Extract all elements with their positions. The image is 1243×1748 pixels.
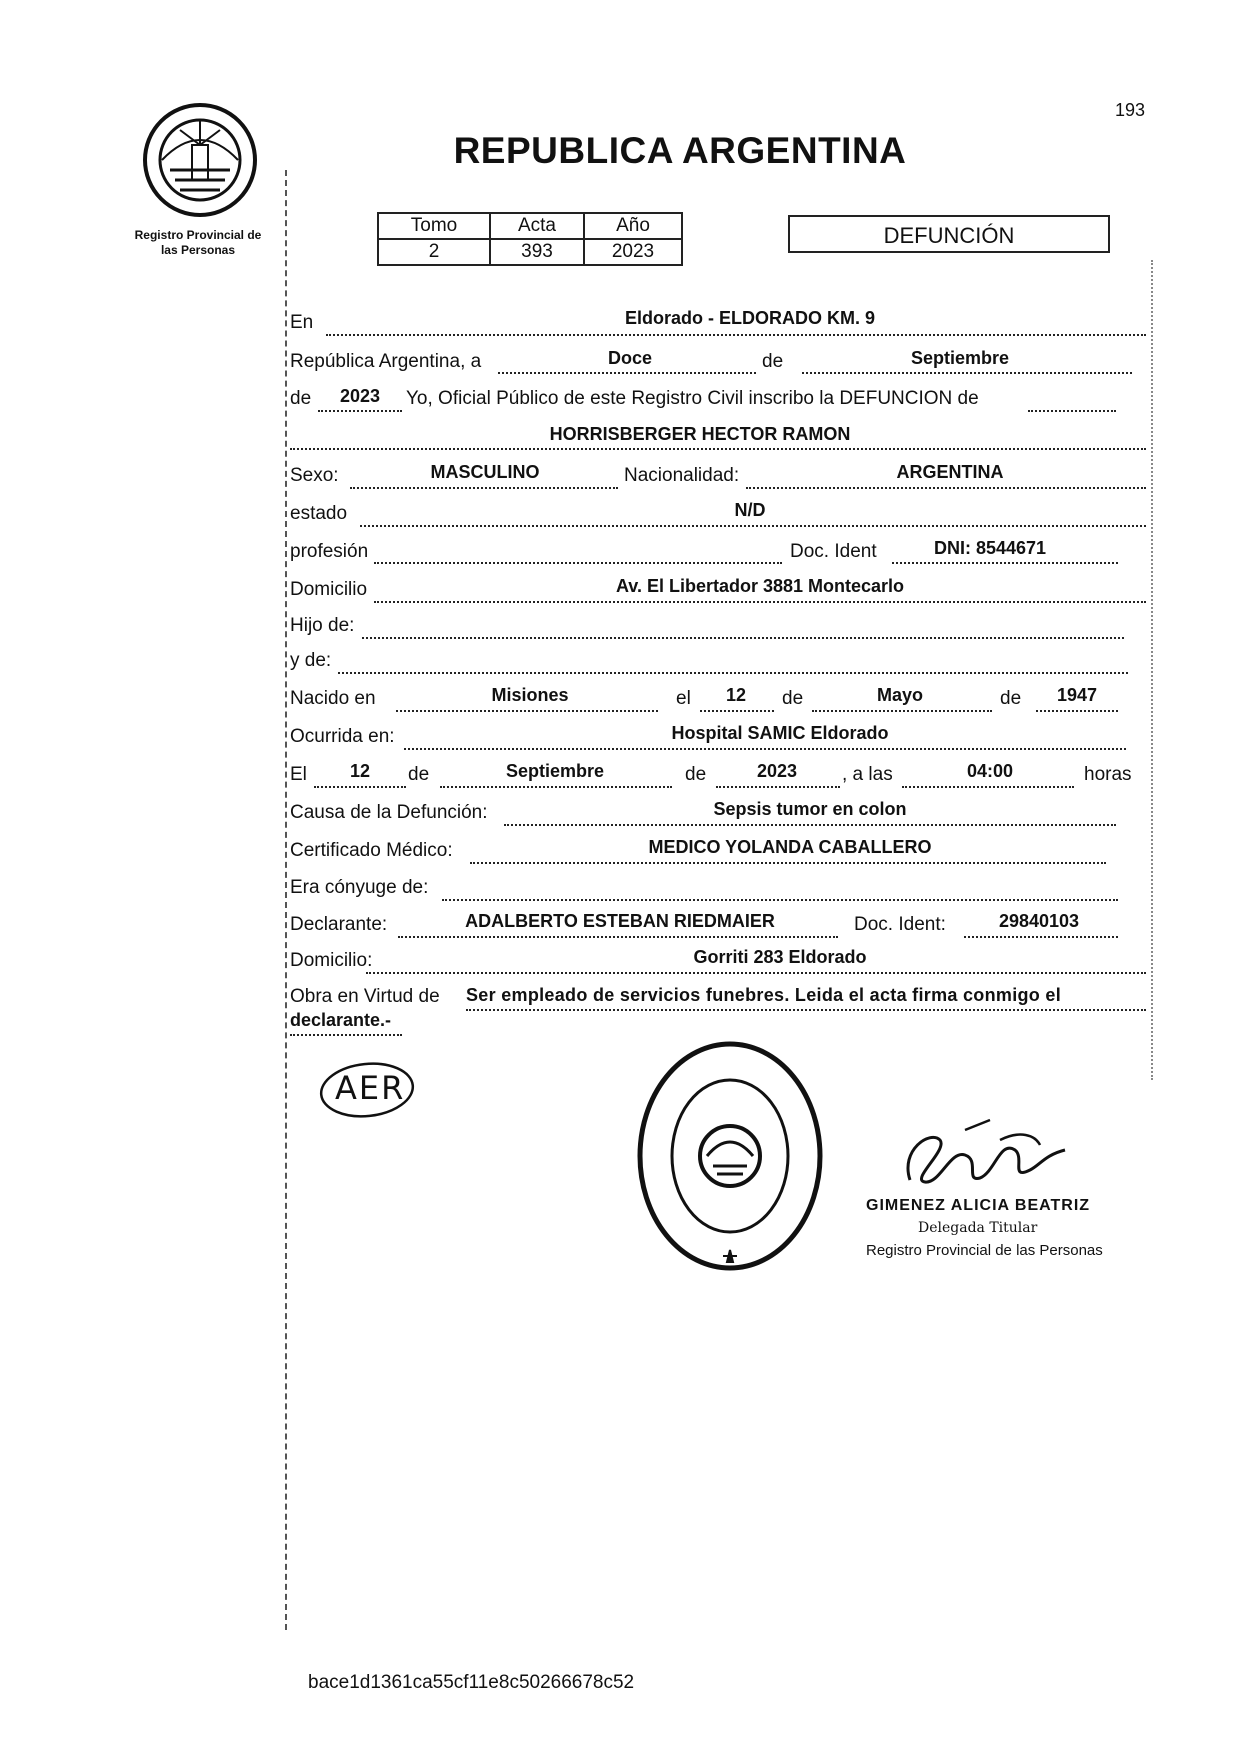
ocurrida-line bbox=[404, 748, 1126, 750]
deceased-name: HORRISBERGER HECTOR RAMON bbox=[549, 424, 851, 444]
conyuge-label: Era cónyuge de: bbox=[290, 877, 429, 898]
tomo-value: 2 bbox=[378, 239, 490, 265]
signatory-role: Delegada Titular bbox=[918, 1220, 1038, 1236]
estado-label: estado bbox=[290, 503, 348, 524]
fecha-month-line bbox=[802, 372, 1132, 374]
fecha-month: Septiembre bbox=[910, 348, 1010, 368]
page-number: 193 bbox=[1115, 100, 1146, 120]
fecha-defuncion-el-label: El bbox=[290, 764, 307, 785]
certificado-line bbox=[470, 862, 1106, 864]
tomo-header: Tomo bbox=[378, 213, 490, 239]
hijo-de-label: Hijo de: bbox=[290, 615, 355, 636]
declarante-value: ADALBERTO ESTEBAN RIEDMAIER bbox=[465, 911, 775, 931]
fecha-defuncion-day: 12 bbox=[349, 761, 371, 781]
domicilio-declarante-value: Gorriti 283 Eldorado bbox=[693, 947, 867, 967]
domicilio-declarante-label: Domicilio: bbox=[290, 950, 373, 971]
fecha-day: Doce bbox=[607, 348, 652, 368]
main-title: REPUBLICA ARGENTINA bbox=[453, 130, 907, 171]
horas-label: horas bbox=[1084, 764, 1132, 785]
obra-line-2 bbox=[290, 1034, 402, 1036]
ocurrida-label: Ocurrida en: bbox=[290, 726, 395, 747]
fecha-defuncion-de-label-1: de bbox=[408, 764, 430, 785]
obra-value-line-1: Ser empleado de servicios funebres. Leida el acta firma conmigo el bbox=[466, 985, 1062, 1005]
fecha-defuncion-month-line bbox=[440, 786, 672, 788]
right-margin-line bbox=[1151, 260, 1153, 1080]
nacido-day: 12 bbox=[725, 685, 747, 705]
causa-label: Causa de la Defunción: bbox=[290, 802, 488, 823]
declarante-label: Declarante: bbox=[290, 914, 388, 935]
fecha-defuncion-time: 04:00 bbox=[966, 761, 1014, 781]
y-de-line bbox=[338, 672, 1128, 674]
signatory-name: GIMENEZ ALICIA BEATRIZ bbox=[866, 1197, 1091, 1214]
ocurrida-value: Hospital SAMIC Eldorado bbox=[671, 723, 889, 743]
nacido-year: 1947 bbox=[1056, 685, 1098, 705]
inscripcion-text: Yo, Oficial Público de este Registro Civil inscribo la DEFUNCION de bbox=[406, 388, 979, 409]
profesion-line bbox=[374, 562, 782, 564]
nacido-el-label: el bbox=[676, 688, 691, 709]
y-de-label: y de: bbox=[290, 650, 332, 671]
official-stamp bbox=[635, 1040, 825, 1272]
declarante-doc-label: Doc. Ident: bbox=[854, 914, 946, 935]
initials-handwritten bbox=[315, 1055, 425, 1125]
nacido-label: Nacido en bbox=[290, 688, 376, 709]
doc-ident-value: DNI: 8544671 bbox=[933, 538, 1047, 558]
a-las-label: , a las bbox=[842, 764, 893, 785]
fecha-de-label: de bbox=[762, 351, 784, 372]
estado-value: N/D bbox=[734, 500, 766, 520]
certificado-value: MEDICO YOLANDA CABALLERO bbox=[648, 837, 932, 857]
declarante-line bbox=[398, 936, 838, 938]
estado-line bbox=[360, 525, 1146, 527]
signatory-office: Registro Provincial de las Personas bbox=[866, 1242, 1103, 1259]
declarante-doc-line bbox=[964, 936, 1118, 938]
handwritten-signature bbox=[870, 1110, 1070, 1200]
registry-caption: Registro Provincial de las Personas bbox=[134, 228, 262, 257]
province-emblem bbox=[140, 100, 260, 220]
inscripcion-year: 2023 bbox=[339, 386, 381, 406]
sexo-label: Sexo: bbox=[290, 465, 339, 486]
fecha-defuncion-year: 2023 bbox=[756, 761, 798, 781]
obra-line-1 bbox=[466, 1009, 1146, 1011]
nacido-year-line bbox=[1036, 710, 1118, 712]
obra-value-line-2: declarante.- bbox=[290, 1010, 392, 1030]
domicilio-line bbox=[374, 601, 1146, 603]
sexo-value: MASCULINO bbox=[430, 462, 540, 482]
fecha-defuncion-de-label-2: de bbox=[685, 764, 707, 785]
nacionalidad-label: Nacionalidad: bbox=[624, 465, 740, 486]
inscripcion-year-line bbox=[318, 410, 402, 412]
acta-header: Acta bbox=[490, 213, 584, 239]
nacionalidad-value: ARGENTINA bbox=[896, 462, 1004, 482]
record-table bbox=[377, 212, 683, 266]
domicilio-declarante-line bbox=[366, 972, 1146, 974]
nacido-place: Misiones bbox=[491, 685, 569, 705]
sexo-line bbox=[350, 487, 618, 489]
domicilio-label: Domicilio bbox=[290, 579, 368, 600]
doc-ident-label: Doc. Ident bbox=[790, 541, 877, 562]
causa-line bbox=[504, 824, 1116, 826]
nacido-de-label-2: de bbox=[1000, 688, 1022, 709]
inscripcion-end-line bbox=[1028, 410, 1116, 412]
ano-value: 2023 bbox=[584, 239, 682, 265]
fecha-label: República Argentina, a bbox=[290, 351, 482, 372]
inscripcion-de-label: de bbox=[290, 388, 312, 409]
nacido-day-line bbox=[700, 710, 774, 712]
conyuge-line bbox=[442, 899, 1118, 901]
initials-text: AER bbox=[335, 1069, 406, 1107]
fecha-defuncion-month: Septiembre bbox=[505, 761, 605, 781]
left-margin-line bbox=[285, 170, 287, 1630]
declarante-doc-value: 29840103 bbox=[998, 911, 1080, 931]
profesion-label: profesión bbox=[290, 541, 369, 562]
en-line bbox=[326, 334, 1146, 336]
acta-value: 393 bbox=[490, 239, 584, 265]
nacido-month: Mayo bbox=[876, 685, 923, 705]
nacido-month-line bbox=[812, 710, 992, 712]
nacido-place-line bbox=[396, 710, 658, 712]
hijo-de-line bbox=[362, 637, 1124, 639]
causa-value: Sepsis tumor en colon bbox=[713, 799, 907, 819]
en-label: En bbox=[290, 312, 314, 333]
fecha-day-line bbox=[498, 372, 756, 374]
record-type-box: DEFUNCIÓN bbox=[788, 215, 1110, 253]
nombre-line bbox=[290, 448, 1146, 450]
document-hash: bace1d1361ca55cf11e8c50266678c52 bbox=[308, 1672, 635, 1693]
en-value: Eldorado - ELDORADO KM. 9 bbox=[624, 308, 875, 328]
fecha-defuncion-day-line bbox=[314, 786, 406, 788]
domicilio-value: Av. El Libertador 3881 Montecarlo bbox=[615, 576, 905, 596]
time-line bbox=[902, 786, 1074, 788]
doc-ident-line bbox=[892, 562, 1118, 564]
nacido-de-label-1: de bbox=[782, 688, 804, 709]
obra-label: Obra en Virtud de bbox=[290, 986, 440, 1007]
fecha-defuncion-year-line bbox=[716, 786, 840, 788]
certificado-label: Certificado Médico: bbox=[290, 840, 453, 861]
nacionalidad-line bbox=[746, 487, 1146, 489]
ano-header: Año bbox=[584, 213, 682, 239]
